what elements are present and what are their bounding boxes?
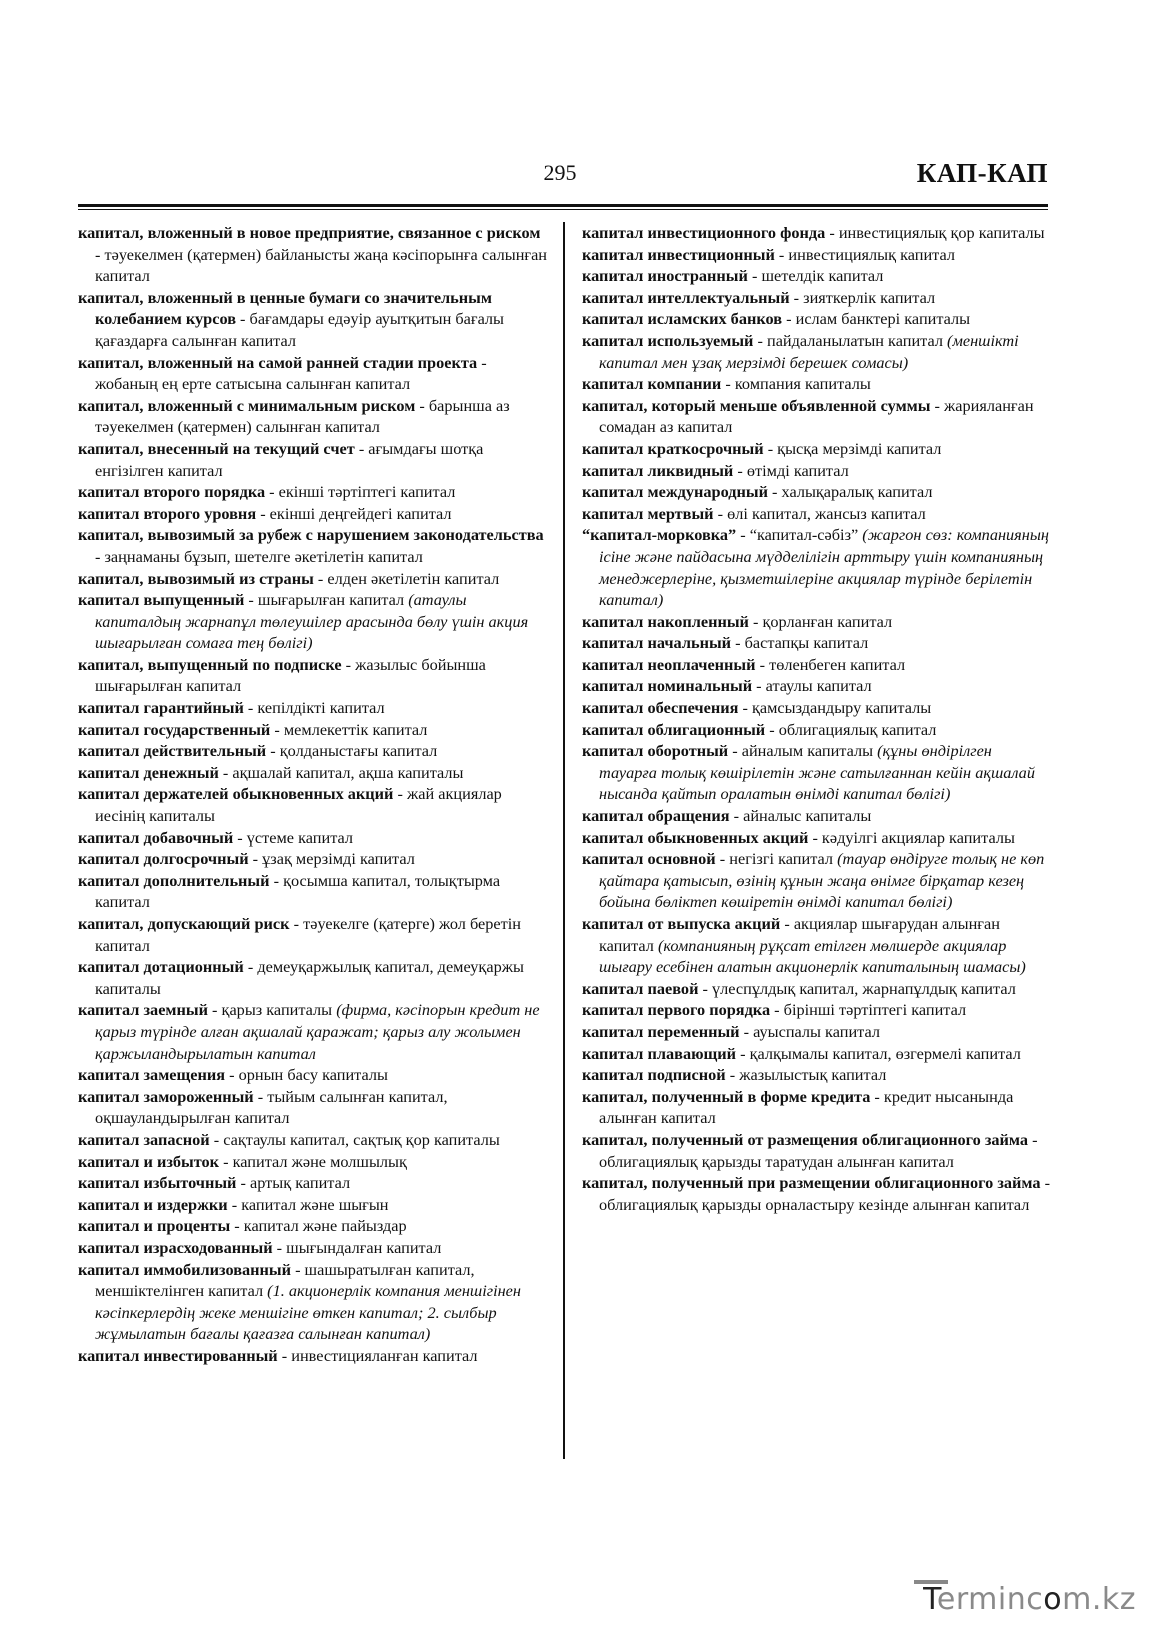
dictionary-entry (582, 1043, 1052, 1065)
entry-definition: - тыйым салынған капитал, оқшауландырылған капитал (95, 1086, 448, 1128)
dictionary-entry (582, 697, 1052, 719)
entry-term: капитал, полученный при размещении облигационного займа (582, 1173, 1041, 1193)
entry-definition: - өлі капитал, жансыз капитал (713, 503, 926, 523)
dictionary-entry (78, 395, 548, 438)
entry-term: капитал номинальный (582, 676, 753, 696)
dictionary-entry (78, 827, 548, 849)
entry-term: капитал, вывозимый за рубеж с нарушением законодательства (78, 525, 544, 545)
entry-term: капитал переменный (582, 1021, 740, 1041)
entry-definition: - шығарылған капитал (244, 590, 409, 610)
dictionary-entry (582, 524, 1052, 610)
entry-term: капитал запасной (78, 1129, 210, 1149)
entry-definition: - тәуекелге (қатерге) жол беретін капитал (95, 914, 521, 955)
dictionary-entry (582, 827, 1052, 849)
entry-term: капитал обращения (582, 806, 730, 826)
entry-definition: - тәуекелмен (қатермен) байланысты жаңа кәсіпорынға салынған капитал (95, 244, 548, 286)
entry-definition: - кепілдікті капитал (243, 698, 385, 718)
entry-term: капитал первого порядка (582, 1000, 771, 1020)
dictionary-entry (78, 589, 548, 654)
dictionary-entry (78, 999, 548, 1064)
entry-term: капитал, внесенный на текущий счет (78, 438, 355, 458)
entry-term: капитал действительный (78, 741, 267, 761)
entry-term: капитал гарантийный (78, 698, 244, 718)
entry-term: капитал денежный (78, 762, 219, 782)
entry-definition: - ағымдағы шотқа енгізілген капитал (95, 438, 484, 480)
entry-term: капитал неоплаченный (582, 654, 756, 674)
dictionary-entry (582, 654, 1052, 676)
dictionary-entry (582, 481, 1052, 503)
entry-term: капитал инвестиционного фонда (582, 223, 826, 242)
entry-definition: - сақтаулы капитал, сақтық қор капиталы (209, 1129, 500, 1149)
entry-term: капитал обыкновенных акций (582, 827, 809, 847)
entry-term: капитал держателей обыкновенных акций (78, 784, 394, 804)
entry-definition: - ақшалай капитал, ақша капиталы (218, 762, 464, 782)
entry-definition: - орнын басу капиталы (225, 1065, 388, 1085)
entry-term: капитал иммобилизованный (78, 1259, 291, 1279)
entry-definition: - үлеспұлдық капитал, жарнапұлдық капитал (698, 978, 1016, 998)
entry-term: капитал оборотный (582, 741, 729, 761)
left-column (78, 222, 548, 1366)
entry-note: (фирма, кәсіпорын кредит не қарыз түрінде алған ақшалай қаражат; қарыз алу жолымен қаржыландырылатын капитал (95, 1000, 540, 1063)
dictionary-entry (582, 913, 1052, 978)
entry-definition: - жазылыстық капитал (725, 1065, 887, 1085)
watermark-text: erminc (936, 1582, 1044, 1617)
entry-definition: - барынша аз тәуекелмен (қатермен) салынған капитал (95, 395, 510, 437)
entry-term: капитал и избыток (78, 1151, 220, 1171)
entry-term: капитал, полученный от размещения облигационного займа (582, 1129, 1029, 1149)
entry-note: (тауар өндіруге толық не көп қайтара қатысып, өзінің құнын жаңа өнімге бірқатар кезең бойына бөліктеп көшіретін өнімді капитал бөлігі) (599, 849, 1045, 912)
entry-term: капитал облигационный (582, 719, 766, 739)
entry-term: капитал избыточный (78, 1173, 237, 1193)
dictionary-entry (582, 1086, 1052, 1129)
dictionary-entry (582, 999, 1052, 1021)
entry-definition: - акциялар шығарудан алынған капитал (599, 914, 1000, 955)
entry-term: капитал начальный (582, 633, 732, 653)
entry-note: (1. акционерлік компания меншігінен кәсіпкерлердің жеке меншігіне өткен капитал; 2. сылбыр жұмылатын бағалы қағазға салынған капитал) (95, 1281, 521, 1344)
dictionary-entry (78, 222, 548, 287)
entry-term: капитал второго порядка (78, 482, 266, 502)
entry-term: капитал используемый (582, 330, 754, 350)
entry-term: капитал компании (582, 374, 722, 394)
entry-term: капитал и проценты (78, 1216, 231, 1236)
entry-definition: - айналым капиталы (728, 741, 878, 761)
entry-definition: - жазылыс бойынша шығарылған капитал (95, 654, 486, 696)
entry-note: (құны өндірілген тауарға толық көшірілетін және сатылғаннан кейін ақшалай нысанда қайтып оралатын өнімді капитал бөлігі) (599, 741, 1035, 804)
header-rule (78, 204, 1048, 207)
entry-definition: - облигациялық қарызды орналастыру кезінде алынған капитал (599, 1173, 1050, 1214)
entry-term: капитал, вложенный с минимальным риском (78, 395, 416, 415)
entry-term: капитал заемный (78, 1000, 208, 1020)
entry-definition: - қалқымалы капитал, өзгермелі капитал (736, 1043, 1021, 1063)
dictionary-entry (78, 568, 548, 590)
entry-definition: - инвестицияланған капитал (277, 1345, 478, 1365)
entry-definition: - капитал және шығын (227, 1194, 389, 1214)
entry-definition: - зияткерлік капитал (789, 287, 936, 307)
entry-definition: - атаулы капитал (752, 676, 872, 696)
dictionary-entry (78, 1086, 548, 1129)
dictionary-entry (582, 244, 1052, 266)
entry-note: (атаулы капиталдың жарнапұл төлеушілер арасында бөлу үшін акция шығарылған сомаға тең бөлігі) (95, 590, 529, 653)
entry-term: капитал, вложенный на самой ранней стадии проекта (78, 352, 478, 372)
dictionary-entry (78, 654, 548, 697)
dictionary-entry (78, 783, 548, 826)
entry-term: капитал интеллектуальный (582, 287, 790, 307)
entry-definition: - инвестициялық қор капиталы (825, 223, 1045, 242)
dictionary-entry (582, 503, 1052, 525)
entry-term: капитал дотационный (78, 957, 244, 977)
entry-definition: - қосымша капитал, толықтырма капитал (95, 870, 501, 912)
entry-definition: - демеуқаржылық капитал, демеуқаржы капиталы (95, 957, 524, 998)
entry-definition: - жарияланған сомадан аз капитал (599, 395, 1034, 437)
entry-term: капитал исламских банков (582, 309, 783, 329)
entry-definition: - екінші деңгейдегі капитал (256, 503, 452, 523)
entry-definition: - бағамдары едәуір ауытқитын бағалы қағаздарға салынған капитал (95, 309, 504, 350)
dictionary-entry (582, 460, 1052, 482)
dictionary-entry (582, 265, 1052, 287)
entry-definition: - қарыз капиталы (207, 1000, 337, 1020)
entry-definition: - ислам банктері капиталы (782, 309, 971, 329)
entry-definition: - “капитал-сәбіз” (736, 525, 863, 545)
entry-definition: - бастапқы капитал (731, 633, 869, 653)
watermark-letter-o: o (1043, 1582, 1063, 1617)
watermark-text-end: m.kz (1062, 1582, 1136, 1617)
entry-definition: - өтімді капитал (733, 460, 849, 480)
dictionary-entry (78, 1064, 548, 1086)
dictionary-entry (582, 1129, 1052, 1172)
entry-term: капитал иностранный (582, 266, 748, 286)
entry-definition: - екінші тәртіптегі капитал (265, 482, 456, 502)
entry-definition: - мемлекеттік капитал (270, 719, 428, 739)
dictionary-entry (582, 1064, 1052, 1086)
dictionary-entry (582, 611, 1052, 633)
entry-definition: - бірінші тәртіптегі капитал (770, 1000, 967, 1020)
dictionary-entry (582, 1172, 1052, 1215)
entry-term: капитал паевой (582, 978, 699, 998)
entry-term: капитал накопленный (582, 611, 749, 631)
dictionary-entry (78, 524, 548, 567)
entry-term: капитал краткосрочный (582, 438, 764, 458)
entry-definition: - қамсыздандыру капиталы (738, 698, 932, 718)
entry-term: капитал инвестиционный (582, 244, 775, 264)
entry-definition: - капитал және пайыздар (230, 1216, 407, 1236)
entry-definition: - айналыс капиталы (729, 806, 872, 826)
dictionary-entry (78, 352, 548, 395)
entry-note: (компанияның рұқсат етілген мөлшерде акциялар шығару есебінен алатын акционерлік капиталының шамасы) (599, 935, 1026, 977)
dictionary-entry (582, 632, 1052, 654)
entry-definition: - облигациялық қарызды таратудан алынған капитал (599, 1129, 1038, 1171)
entry-term: капитал, выпущенный по подписке (78, 654, 342, 674)
entry-term: капитал израсходованный (78, 1237, 273, 1257)
entry-term: капитал обеспечения (582, 698, 739, 718)
entry-term: капитал долгосрочный (78, 849, 249, 869)
entry-term: капитал добавочный (78, 827, 234, 847)
dictionary-entry (582, 719, 1052, 741)
right-column (582, 222, 1052, 1215)
dictionary-entry (582, 373, 1052, 395)
dictionary-entry (582, 805, 1052, 827)
dictionary-entry (582, 1021, 1052, 1043)
entry-term: капитал инвестированный (78, 1345, 278, 1365)
entry-definition: - шетелдік капитал (747, 266, 884, 286)
entry-term: “капитал-морковка” (582, 525, 737, 545)
dictionary-entry (78, 1172, 548, 1194)
dictionary-entry (582, 395, 1052, 438)
entry-definition: - компания капиталы (721, 374, 871, 394)
entry-term: капитал, который меньше объявленной суммы (582, 395, 931, 415)
dictionary-entry (582, 740, 1052, 805)
entry-term: капитал основной (582, 849, 716, 869)
entry-term: капитал от выпуска акций (582, 914, 781, 933)
entry-definition: - капитал және молшылық (219, 1151, 407, 1171)
entry-definition: - үстеме капитал (233, 827, 354, 847)
entry-term: капитал замещения (78, 1065, 226, 1085)
entry-term: капитал ликвидный (582, 460, 734, 480)
watermark-letter-t: T (923, 1582, 937, 1617)
entry-term: капитал второго уровня (78, 503, 257, 523)
entry-note: (меншікті капитал мен ұзақ мерзімді берешек сомасы) (599, 330, 1019, 372)
dictionary-entry (78, 1237, 548, 1259)
dictionary-entry (78, 503, 548, 525)
entry-term: капитал, вложенный в новое предприятие, связанное с риском (78, 223, 541, 242)
entry-definition: - қолданыстағы капитал (266, 741, 438, 761)
dictionary-entry (78, 287, 548, 352)
dictionary-entry (582, 978, 1052, 1000)
entry-note: (жаргон сөз: компанияның ісіне және пайдасына мүдделілігін арттыру үшін компанияның менеджерлеріне, қызметшілеріне акциялар түрінде берілетін капитал) (599, 525, 1049, 610)
entry-term: капитал подписной (582, 1065, 726, 1085)
entry-definition: - елден әкетілетін капитал (313, 568, 500, 588)
dictionary-entry (78, 762, 548, 784)
header-rule-thin (78, 209, 1048, 210)
dictionary-entry (78, 956, 548, 999)
entry-definition: - кәдуілгі акциялар капиталы (808, 827, 1015, 847)
entry-term: капитал и издержки (78, 1194, 228, 1214)
dictionary-entry (78, 438, 548, 481)
entry-term: капитал дополнительный (78, 870, 270, 890)
entry-definition: - халықаралық капитал (767, 482, 933, 502)
dictionary-entry (78, 1151, 548, 1173)
dictionary-entry (582, 675, 1052, 697)
section-title: КАП-КАП (916, 158, 1048, 188)
entry-definition: - заңнаманы бұзып, шетелге әкетілетін капитал (95, 546, 423, 566)
entry-definition: - ауыспалы капитал (739, 1021, 880, 1041)
dictionary-entry (78, 1194, 548, 1216)
dictionary-entry (78, 481, 548, 503)
dictionary-entry (78, 848, 548, 870)
entry-definition: - пайдаланылатын капитал (753, 330, 948, 350)
entry-definition: - облигациялық капитал (765, 719, 937, 739)
entry-definition: - негізгі капитал (715, 849, 838, 869)
entry-definition: - жай акциялар иесінің капиталы (95, 784, 502, 826)
dictionary-entry (582, 848, 1052, 913)
entry-definition: - инвестициялық капитал (774, 244, 955, 264)
dictionary-entry (78, 1215, 548, 1237)
dictionary-entry (582, 330, 1052, 373)
dictionary-entry (582, 287, 1052, 309)
entry-term: капитал международный (582, 482, 768, 502)
entry-term: капитал, полученный в форме кредита (582, 1086, 871, 1106)
dictionary-entry (78, 740, 548, 762)
entry-definition: - кредит нысанында алынған капитал (599, 1086, 1014, 1128)
entry-term: капитал выпущенный (78, 590, 245, 610)
dictionary-entry (78, 697, 548, 719)
entry-definition: - артық капитал (236, 1173, 351, 1193)
entry-term: капитал, вывозимый из страны (78, 568, 314, 588)
dictionary-entry (78, 913, 548, 956)
entry-term: капитал замороженный (78, 1086, 254, 1106)
dictionary-entry (582, 438, 1052, 460)
entry-definition: - ұзақ мерзімді капитал (248, 849, 415, 869)
entry-term: капитал, вложенный в ценные бумаги со значительным колебанием курсов (78, 287, 492, 329)
dictionary-entry (78, 1345, 548, 1367)
entry-definition: - жобаның ең ерте сатысына салынған капитал (95, 352, 487, 394)
dictionary-entry (78, 719, 548, 741)
dictionary-entry (582, 308, 1052, 330)
watermark-logo (923, 1582, 1136, 1617)
entry-definition: - қысқа мерзімді капитал (763, 438, 942, 458)
dictionary-entry (78, 1259, 548, 1345)
entry-definition: - қорланған капитал (748, 611, 893, 631)
dictionary-entry (78, 1129, 548, 1151)
page-number: 295 (543, 160, 577, 185)
entry-term: капитал, допускающий риск (78, 914, 290, 933)
dictionary-entry (582, 222, 1052, 244)
entry-definition: - төленбеген капитал (755, 654, 906, 674)
column-divider (563, 222, 565, 1459)
entry-term: капитал мертвый (582, 503, 714, 523)
entry-term: капитал плавающий (582, 1043, 737, 1063)
entry-term: капитал государственный (78, 719, 271, 739)
dictionary-entry (78, 870, 548, 913)
entry-definition: - шашыратылған капитал, меншіктелінген капитал (95, 1259, 475, 1301)
entry-definition: - шығындалған капитал (272, 1237, 442, 1257)
